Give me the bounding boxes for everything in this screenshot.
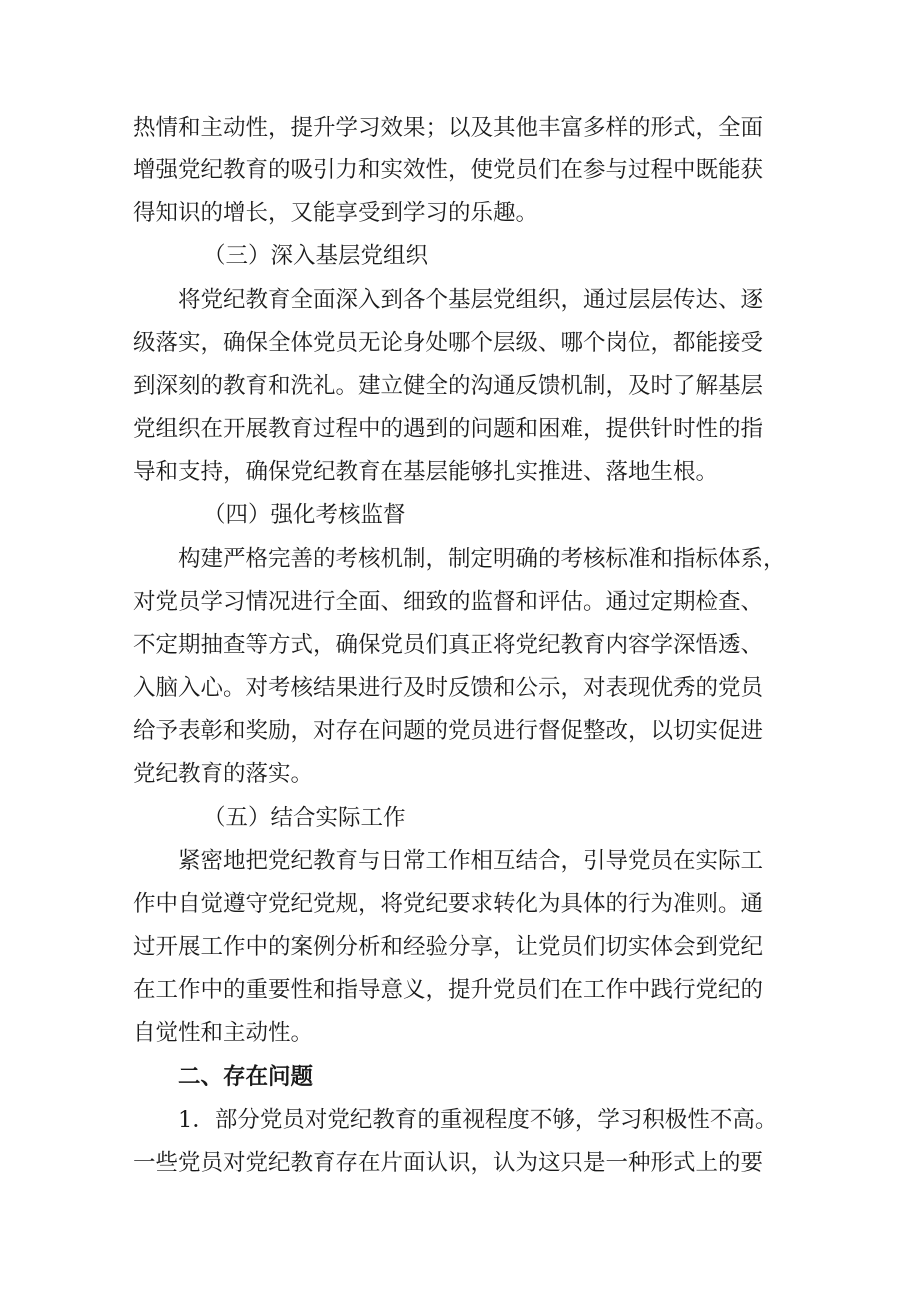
section-heading-3: （三）深入基层党组织 bbox=[203, 243, 429, 269]
body-line: 党组织在开展教育过程中的遇到的问题和困难，提供针时性的指 bbox=[133, 416, 764, 442]
body-line: 对党员学习情况进行全面、细致的监督和评估。通过定期检查、 bbox=[133, 589, 764, 615]
body-line: 将党纪教育全面深入到各个基层党组织，通过层层传达、逐 bbox=[178, 287, 764, 313]
body-line: 不定期抽查等方式，确保党员们真正将党纪教育内容学深悟透、 bbox=[133, 632, 764, 658]
section-heading-4: （四）强化考核监督 bbox=[203, 502, 406, 528]
chapter-heading: 二、存在问题 bbox=[178, 1064, 314, 1090]
section-heading-5: （五）结合实际工作 bbox=[203, 805, 406, 831]
body-line: 热情和主动性，提升学习效果；以及其他丰富多样的形式，全面 bbox=[133, 115, 764, 141]
body-line: 自觉性和主动性。 bbox=[133, 1020, 314, 1046]
body-line: 紧密地把党纪教育与日常工作相互结合，引导党员在实际工 bbox=[178, 848, 764, 874]
body-line: 构建严格完善的考核机制，制定明确的考核标准和指标体系， bbox=[178, 546, 786, 572]
body-line: 作中自觉遵守党纪党规，将党纪要求转化为具体的行为准则。通 bbox=[133, 891, 764, 917]
body-line: 级落实，确保全体党员无论身处哪个层级、哪个岗位，都能接受 bbox=[133, 330, 764, 356]
body-line: 在工作中的重要性和指导意义，提升党员们在工作中践行党纪的 bbox=[133, 977, 764, 1003]
body-line: 入脑入心。对考核结果进行及时反馈和公示，对表现优秀的党员 bbox=[133, 675, 764, 701]
body-line: 给予表彰和奖励，对存在问题的党员进行督促整改，以切实促进 bbox=[133, 718, 764, 744]
body-line: 增强党纪教育的吸引力和实效性，使党员们在参与过程中既能获 bbox=[133, 157, 764, 183]
body-line: 过开展工作中的案例分析和经验分享，让党员们切实体会到党纪 bbox=[133, 934, 764, 960]
body-line: 到深刻的教育和洗礼。建立健全的沟通反馈机制，及时了解基层 bbox=[133, 373, 764, 399]
body-line: 党纪教育的落实。 bbox=[133, 761, 314, 787]
body-line: 1．部分党员对党纪教育的重视程度不够，学习积极性不高。 bbox=[178, 1107, 778, 1133]
body-line: 一些党员对党纪教育存在片面认识，认为这只是一种形式上的要 bbox=[133, 1150, 764, 1176]
body-line: 得知识的增长，又能享受到学习的乐趣。 bbox=[133, 200, 539, 226]
body-line: 导和支持，确保党纪教育在基层能够扎实推进、落地生根。 bbox=[133, 459, 719, 485]
